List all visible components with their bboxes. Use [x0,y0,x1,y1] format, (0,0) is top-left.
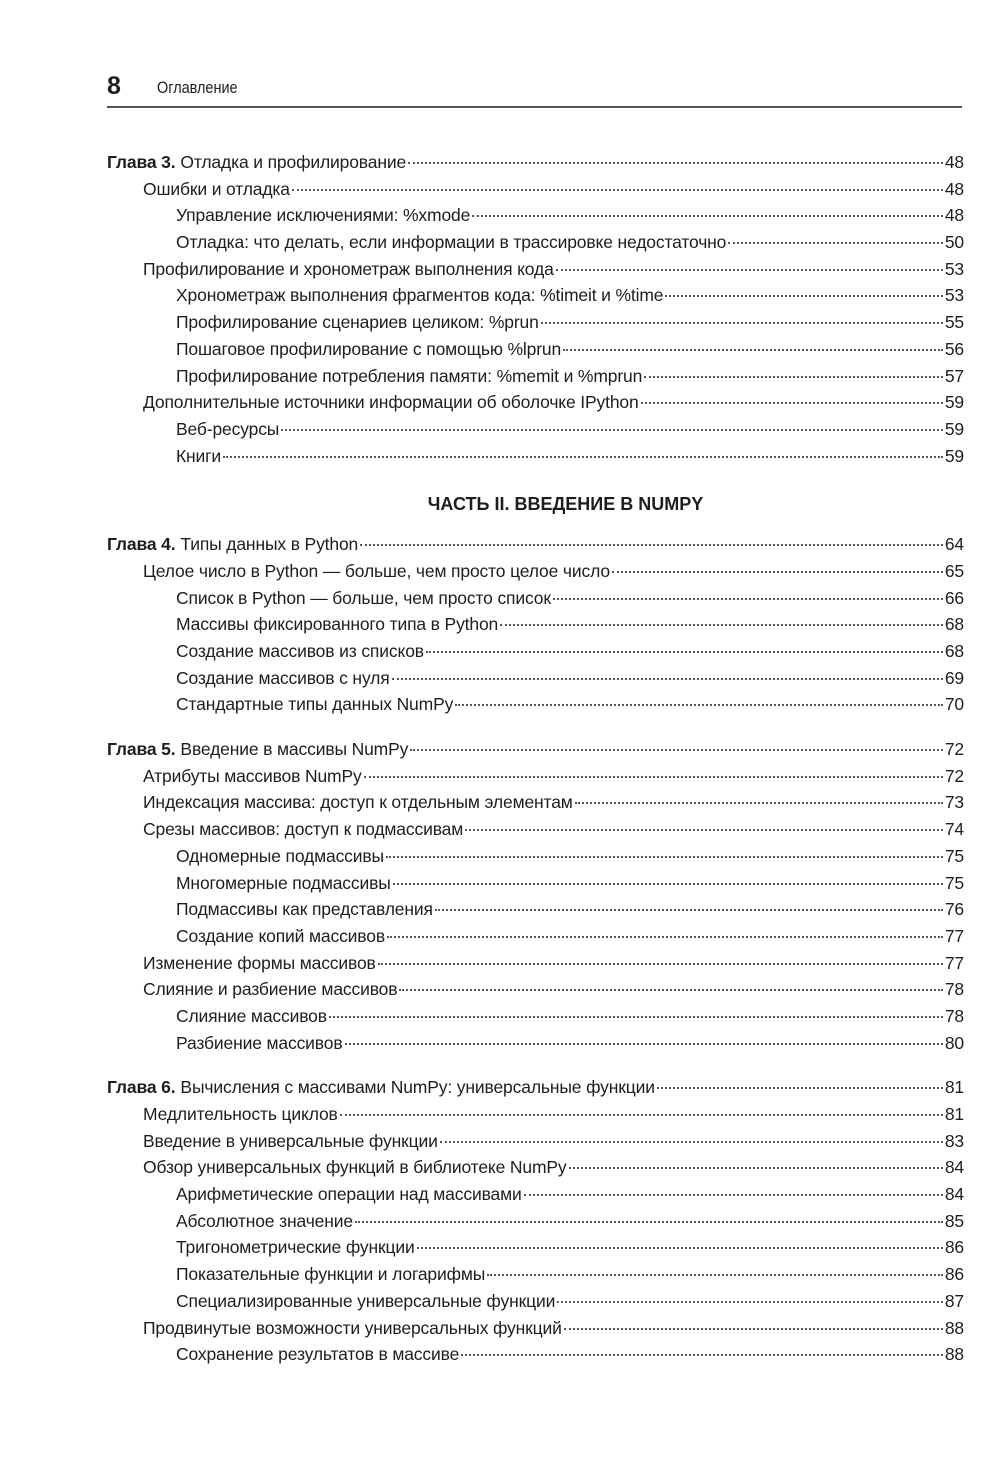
dot-leader [556,269,943,271]
entry-title: Атрибуты массивов NumPy [143,765,362,786]
entry-title: Тригонометрические функции [176,1237,415,1258]
toc-entry[interactable] [107,792,964,819]
dot-leader [557,1301,943,1303]
dot-leader [392,678,943,680]
entry-title: Многомерные подмассивы [176,872,391,893]
entry-title: Срезы массивов: доступ к подмассивам [143,819,464,840]
toc-entry[interactable] [107,1264,964,1291]
entry-title: Сохранение результатов в массиве [176,1344,460,1365]
entry-title: Пошаговое профилирование с помощью %lprun [176,338,562,359]
entry-title: Список в Python — больше, чем просто список [176,587,551,608]
dot-leader [553,598,943,600]
entry-title: Подмассивы как представления [176,899,433,920]
entry-page: 57 [944,365,964,386]
entry-page: 75 [944,872,964,893]
dot-leader [378,963,943,965]
dot-leader [340,1114,943,1116]
entry-title: Слияние массивов [176,1005,327,1026]
entry-page: 69 [944,667,964,688]
entry-page: 56 [944,338,964,359]
toc-entry[interactable] [107,312,964,339]
entry-page: 65 [944,560,964,581]
entry-page: 72 [944,765,964,786]
entry-page: 84 [944,1184,964,1205]
dot-leader [426,651,943,653]
toc-entry[interactable] [107,446,964,473]
entry-title: Продвинутые возможности универсальных функций [143,1317,562,1338]
entry-page: 68 [944,641,964,661]
toc-entry[interactable] [107,419,964,446]
dot-leader [364,776,943,778]
entry-page: 83 [944,1130,964,1151]
entry-title: Профилирование потребления памяти: %memit и %mprun [176,365,643,386]
toc-entry[interactable] [107,614,964,641]
dot-leader [472,215,943,217]
toc-entry[interactable] [107,873,964,900]
toc-entry[interactable] [107,766,964,793]
dot-leader [360,544,943,546]
toc-entry[interactable] [107,1033,964,1060]
entry-title: Дополнительные источники информации об оболочке IPython [143,392,639,413]
dot-leader [435,909,943,911]
dot-leader [665,295,942,297]
dot-leader [612,571,943,573]
entry-page: 68 [944,614,964,635]
dot-leader [345,1043,943,1045]
entry-page: 73 [944,792,964,813]
dot-leader [417,1247,943,1249]
header-title: Оглавление [157,78,238,97]
toc-entry[interactable] [107,561,964,588]
dot-leader [541,322,943,324]
toc-chapter-entry[interactable] [107,152,964,179]
dot-leader [641,402,943,404]
table-of-contents [107,152,964,1389]
dot-leader [223,456,943,458]
entry-title: Отладка и профилирование [180,152,407,172]
chapter-number: Глава 4. [107,534,176,555]
entry-page: 86 [944,1264,964,1285]
entry-title: Введение в универсальные функции [143,1130,438,1151]
entry-page: 55 [944,312,964,333]
entry-title: Отладка: что делать, если информации в трассировке недостаточно [176,232,727,253]
toc-entry[interactable] [107,694,964,721]
page-number: 8 [107,72,121,100]
chapter-block [107,1077,964,1371]
dot-leader [355,1221,943,1223]
entry-page: 59 [944,445,964,466]
toc-entry[interactable] [107,953,964,980]
entry-title: Профилирование и хронометраж выполнения кода [143,258,554,279]
entry-title: Профилирование сценариев целиком: %prun [176,312,539,333]
toc-entry[interactable] [107,1318,964,1345]
entry-title: Арифметические операции над массивами [176,1184,522,1205]
toc-entry[interactable] [107,392,964,419]
entry-page: 74 [944,819,964,840]
toc-entry[interactable] [107,1211,964,1238]
entry-title: Введение в массивы NumPy [180,739,409,760]
dot-leader [644,376,943,378]
entry-page: 88 [944,1317,964,1338]
chapter-block [107,152,964,472]
entry-page: 88 [944,1344,964,1365]
toc-entry[interactable] [107,899,964,926]
dot-leader [657,1087,943,1089]
entry-page: 53 [944,285,964,306]
dot-leader [455,704,943,706]
entry-page: 59 [944,392,964,413]
entry-page: 78 [944,979,964,1000]
entry-page: 53 [944,258,964,279]
entry-title: Управление исключениями: %xmode [176,205,471,226]
dot-leader [410,749,943,751]
entry-page: 80 [944,1032,964,1053]
toc-entry[interactable] [107,1344,964,1371]
entry-page: 81 [944,1104,964,1124]
entry-title: Медлительность циклов [143,1104,338,1124]
entry-title: Массивы фиксированного типа в Python [176,614,499,635]
toc-entry[interactable] [107,232,964,259]
dot-leader [440,1141,943,1143]
entry-title: Индексация массива: доступ к отдельным элементам [143,792,573,813]
dot-leader [569,1167,943,1169]
dot-leader [408,162,943,164]
entry-page: 48 [944,205,964,226]
dot-leader [465,829,943,831]
entry-title: Специализированные универсальные функции [176,1290,556,1311]
toc-entry[interactable] [107,1157,964,1184]
entry-title: Абсолютное значение [176,1210,353,1231]
entry-title: Показательные функции и логарифмы [176,1264,486,1285]
dot-leader [563,349,943,351]
toc-entry[interactable] [107,819,964,846]
running-header [107,70,962,108]
entry-title: Создание копий массивов [176,925,385,946]
entry-page: 81 [944,1077,964,1098]
toc-entry[interactable] [107,1104,964,1131]
part-heading: ЧАСТЬ II. ВВЕДЕНИЕ В NUMPY [427,494,704,515]
entry-page: 66 [944,587,964,608]
toc-chapter-entry[interactable] [107,534,964,561]
entry-title: Книги [176,445,222,466]
entry-title: Ошибки и отладка [143,178,290,199]
toc-entry[interactable] [107,285,964,312]
toc-entry[interactable] [107,979,964,1006]
toc-entry[interactable] [107,1131,964,1158]
entry-page: 87 [944,1290,964,1311]
toc-chapter-entry[interactable] [107,739,964,766]
entry-page: 72 [944,739,964,760]
entry-page: 77 [944,952,964,973]
dot-leader [387,936,943,938]
dot-leader [386,856,943,858]
entry-title: Одномерные подмассивы [176,845,384,866]
toc-entry[interactable] [107,641,964,668]
entry-page: 75 [944,845,964,866]
dot-leader [487,1274,943,1276]
toc-entry[interactable] [107,259,964,286]
entry-page: 84 [944,1157,964,1178]
entry-page: 50 [944,232,964,253]
dot-leader [500,624,943,626]
toc-entry[interactable] [107,179,964,206]
entry-page: 78 [944,1005,964,1026]
toc-entry[interactable] [107,846,964,873]
dot-leader [524,1194,943,1196]
chapter-number: Глава 5. [107,739,176,760]
toc-entry[interactable] [107,588,964,615]
entry-title: Изменение формы массивов [143,952,376,973]
entry-page: 59 [944,418,964,439]
toc-entry[interactable] [107,366,964,393]
entry-title: Обзор универсальных функций в библиотеке NumPy [143,1157,567,1178]
chapter-block [107,739,964,1059]
entry-page: 76 [944,899,964,920]
dot-leader [564,1328,943,1330]
entry-title: Типы данных в Python [180,534,359,555]
entry-title: Целое число в Python — больше, чем просто целое число [143,560,610,581]
toc-entry[interactable] [107,1237,964,1264]
toc-entry[interactable] [107,339,964,366]
entry-page: 70 [944,694,964,715]
toc-entry[interactable] [107,1006,964,1033]
entry-page: 86 [944,1237,964,1258]
toc-entry[interactable] [107,205,964,232]
dot-leader [329,1016,943,1018]
entry-title: Веб-ресурсы [176,418,280,439]
entry-page: 64 [944,534,964,555]
toc-entry[interactable] [107,926,964,953]
dot-leader [281,429,943,431]
entry-page: 48 [944,178,964,199]
toc-chapter-entry[interactable] [107,1077,964,1104]
dot-leader [461,1354,943,1356]
entry-title: Слияние и разбиение массивов [143,979,398,1000]
dot-leader [399,989,942,991]
entry-page: 85 [944,1210,964,1231]
chapter-number: Глава 3. [107,152,176,172]
entry-title: Разбиение массивов [176,1032,343,1053]
entry-title: Создание массивов из списков [176,641,424,661]
entry-title: Вычисления с массивами NumPy: универсальные функции [180,1077,655,1098]
chapter-block [107,534,964,721]
entry-title: Хронометраж выполнения фрагментов кода: %timeit и %time [176,285,664,306]
dot-leader [575,802,943,804]
entry-page: 48 [944,152,964,172]
dot-leader [728,242,943,244]
toc-entry[interactable] [107,668,964,695]
toc-entry[interactable] [107,1291,964,1318]
entry-title: Создание массивов с нуля [176,667,390,688]
dot-leader [292,189,943,191]
dot-leader [393,883,943,885]
entry-title: Стандартные типы данных NumPy [176,694,454,715]
entry-page: 77 [944,925,964,946]
toc-entry[interactable] [107,1184,964,1211]
chapter-number: Глава 6. [107,1077,176,1098]
